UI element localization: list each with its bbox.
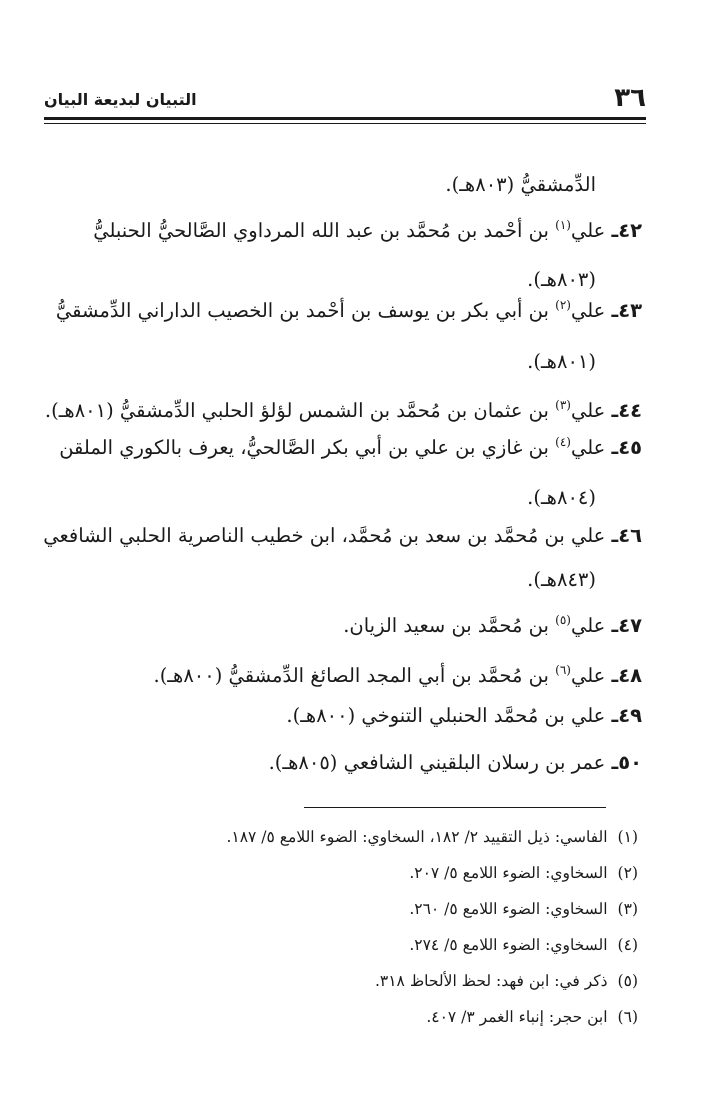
footnote-ref: (٢) (555, 298, 571, 312)
entry-number: ٤٧ـ (611, 614, 642, 637)
entry-number: ٤٦ـ (611, 524, 642, 547)
page-number: ٣٦ (614, 83, 646, 113)
continuation-line: (٨٤٣هـ). (527, 568, 596, 591)
entry-49: ٤٩ـ علي بن مُحمَّد الحنبلي التنوخي (٨٠٠هـ). (286, 704, 642, 727)
footnote-ref: (٥) (555, 613, 571, 627)
continuation-line: الدِّمشقيُّ (٨٠٣هـ). (445, 173, 596, 196)
entry-number: ٤٣ـ (611, 299, 642, 322)
entry-number: ٤٤ـ (611, 399, 642, 422)
continuation-line: (٨٠١هـ). (527, 350, 596, 373)
footnote-1: (١)الفاسي: ذيل التقييد ٢/ ١٨٢، السخاوي: الضوء اللامع ٥/ ١٨٧. (226, 828, 638, 846)
footnote-ref: (٤) (555, 435, 571, 449)
entry-47: ٤٧ـ علي$^{(٥)}$ بن مُحمَّد بن سعيد الزيان. (343, 613, 642, 637)
continuation-line: (٨٠٤هـ). (527, 486, 596, 509)
header-rule-thick (44, 117, 646, 120)
entry-number: ٤٢ـ (611, 219, 642, 242)
page-header (44, 82, 646, 118)
footnote-separator (304, 807, 606, 808)
entry-number: ٤٥ـ (611, 436, 642, 459)
footnotes (50, 826, 638, 1042)
footnote-ref: (٣) (555, 398, 571, 412)
entry-number: ٥٠ـ (611, 751, 642, 774)
header-rule-thin (44, 123, 646, 124)
entry-number: ٤٨ـ (611, 664, 642, 687)
entry-44: ٤٤ـ علي$^{(٣)}$ بن عثمان بن مُحمَّد بن الشمس لؤلؤ الحلبي الدِّمشقيُّ (٨٠١هـ). (44, 398, 642, 422)
entry-43: ٤٣ـ علي$^{(٢)}$ بن أبي بكر بن يوسف بن أحْمد بن الخصيب الداراني الدِّمشقيُّ (55, 298, 642, 322)
footnote-ref: (١) (555, 218, 571, 232)
footnote-ref: (٦) (555, 663, 571, 677)
footnote-5: (٥)ذكر في: ابن فهد: لحظ الألحاظ ٣١٨. (374, 972, 638, 990)
footnote-4: (٤)السخاوي: الضوء اللامع ٥/ ٢٧٤. (409, 936, 638, 954)
entry-45: ٤٥ـ علي$^{(٤)}$ بن غازي بن علي بن أبي بكر الصَّالحيُّ، يعرف بالكوري الملقن (59, 435, 642, 459)
running-title: التبيان لبديعة البيان (44, 90, 197, 109)
footnote-6: (٦)ابن حجر: إنباء الغمر ٣/ ٤٠٧. (426, 1008, 638, 1026)
entry-46: ٤٦ـ علي بن مُحمَّد بن سعد بن مُحمَّد، ابن خطيب الناصرية الحلبي الشافعي (43, 524, 642, 547)
continuation-line: (٨٠٣هـ). (527, 268, 596, 291)
footnote-3: (٣)السخاوي: الضوء اللامع ٥/ ٢٦٠. (409, 900, 638, 918)
entry-48: ٤٨ـ علي$^{(٦)}$ بن مُحمَّد بن أبي المجد الصائغ الدِّمشقيُّ (٨٠٠هـ). (153, 663, 642, 687)
entry-number: ٤٩ـ (611, 704, 642, 727)
footnote-2: (٢)السخاوي: الضوء اللامع ٥/ ٢٠٧. (409, 864, 638, 882)
entry-42: ٤٢ـ علي$^{(١)}$ بن أحْمد بن مُحمَّد بن عبد الله المرداوي الصَّالحيُّ الحنبليُّ (93, 218, 642, 242)
entry-50: ٥٠ـ عمر بن رسلان البلقيني الشافعي (٨٠٥هـ). (268, 751, 642, 774)
